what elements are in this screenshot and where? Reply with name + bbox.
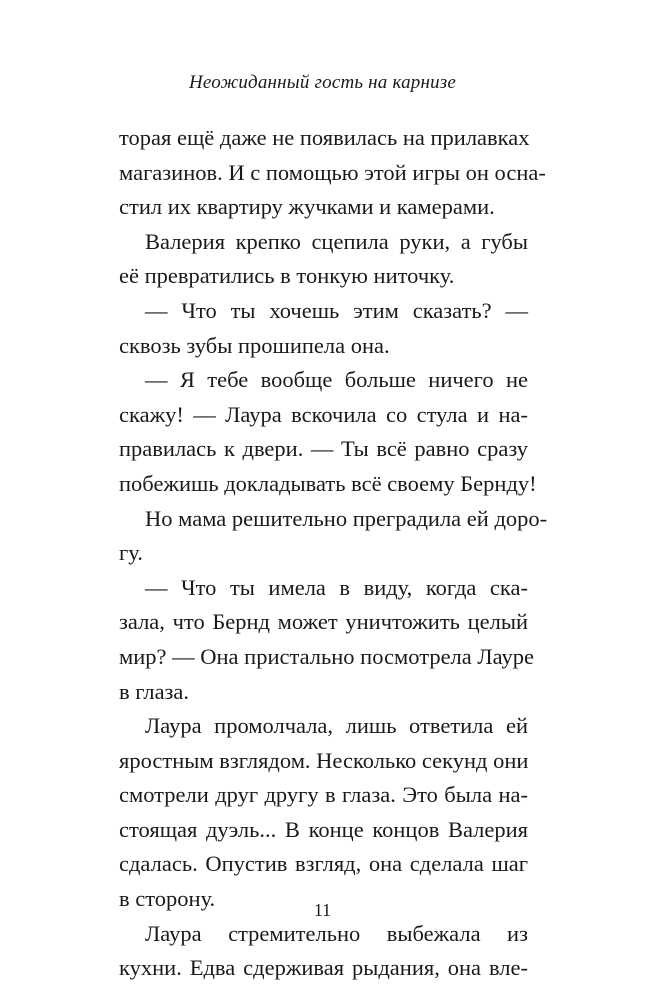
text-line: сквозь зубы прошипела она. [119,332,390,358]
text-line: скажу! — Лаура вскочила со стула и на- [119,401,528,427]
text-line: Но мама решительно преградила ей доро- [145,505,548,531]
text-line: её превратились в тонкую ниточку. [119,263,455,289]
text-line: — Что ты имела в виду, когда ска- [145,574,528,600]
text-line: яростным взглядом. Несколько секунд они [119,747,529,773]
text-line: кухни. Едва сдерживая рыдания, она вле- [119,955,528,981]
running-head: Неожиданный гость на карнизе [188,72,457,93]
text-line: торая ещё даже не появилась на прилавках [119,125,530,150]
text-line: правилась к двери. — Ты всё равно сразу [119,436,528,462]
text-line: гу. [119,540,143,566]
text-line: стоящая дуэль... В конце концов Валерия [119,816,528,842]
text-line: стил их квартиру жучками и камерами. [119,194,495,220]
text-line: побежишь докладывать всё своему Бернду! [119,470,537,496]
text-line: в сторону. [119,886,216,912]
text-line: Валерия крепко сцепила руки, а губы [145,228,528,254]
text-line: магазинов. И с помощью этой игры он осна- [119,159,546,185]
text-line: — Я тебе вообще больше ничего не [145,367,528,393]
text-line: сдалась. Опустив взгляд, она сделала шаг [119,851,528,877]
text-line: смотрели друг другу в глаза. Это была на- [119,782,528,808]
body-text [119,121,548,986]
text-line: Лаура промолчала, лишь ответила ей [145,713,528,739]
text-line: мир? — Она пристально посмотрела Лауре [119,643,534,669]
text-line: в глаза. [119,678,190,704]
page-number: 11 [313,900,332,920]
text-line: зала, что Бернд может уничтожить целый [119,609,528,635]
text-line: — Что ты хочешь этим сказать? — [145,297,528,323]
text-line: Лаура стремительно выбежала из [145,920,528,946]
